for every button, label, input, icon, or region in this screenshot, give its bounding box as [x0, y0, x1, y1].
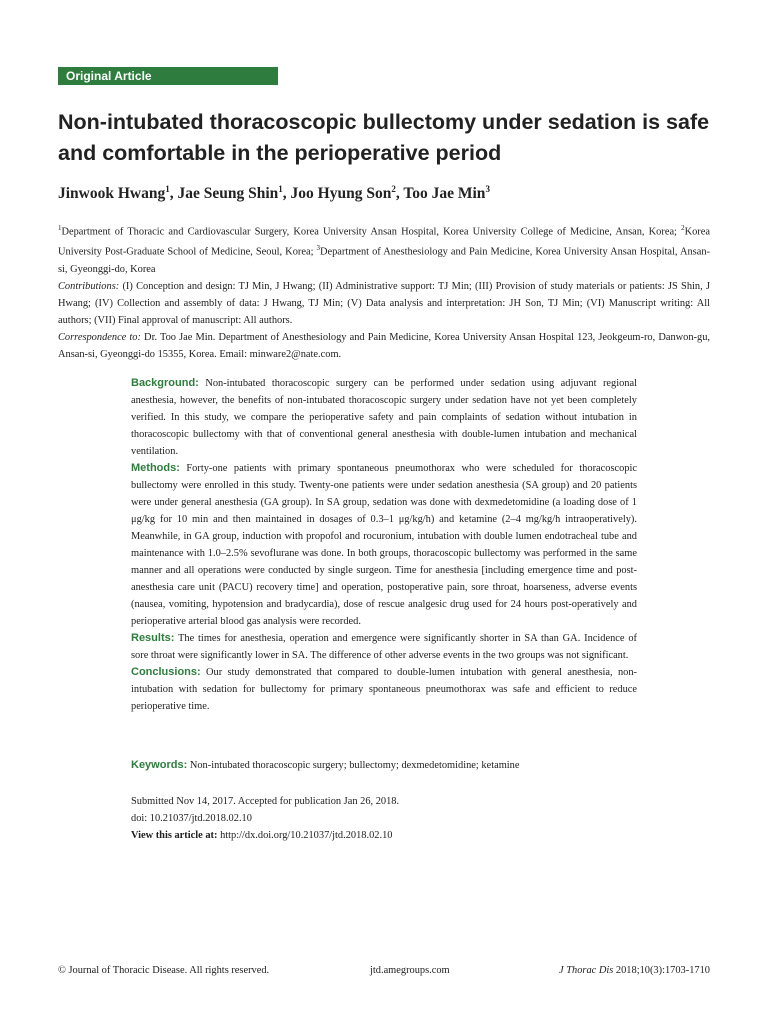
view-article	[131, 827, 637, 844]
affiliations-block	[58, 220, 710, 363]
article-type-badge: Original Article	[58, 67, 278, 85]
abstract	[131, 375, 637, 715]
keywords-label: Keywords:	[131, 759, 188, 771]
copyright: © Journal of Thoracic Disease. All rights reserved.	[58, 965, 270, 976]
affil-sup: 1	[58, 224, 62, 232]
doi: doi: 10.21037/jtd.2018.02.10	[131, 813, 252, 824]
abstract-methods	[131, 460, 637, 630]
view-article-label: View this article at:	[131, 830, 218, 841]
results-label: Results:	[131, 632, 175, 644]
author-list	[58, 184, 718, 203]
author-separator: ,	[282, 185, 291, 203]
journal-citation	[559, 965, 710, 976]
author-affil-sup: 3	[485, 184, 490, 194]
author-affil-sup: 1	[278, 184, 283, 194]
methods-label: Methods:	[131, 462, 180, 474]
correspondence-text: Dr. Too Jae Min. Department of Anesthesiology and Pain Medicine, Korea University Ansan Hospital 123, Jeokgeum-ro, Danwon-gu, Ansan-si, Gyeonggi-do 15355, Korea. Email: minware2@nate.com.	[58, 331, 710, 360]
author-affil-sup: 2	[391, 184, 396, 194]
author-affil-sup: 1	[165, 184, 170, 194]
author-name: Jae Seung Shin	[177, 185, 279, 203]
contributions	[58, 278, 710, 329]
background-text: Non-intubated thoracoscopic surgery can be performed under sedation using adjuvant regional anesthesia, however, the benefits of non-intubated thoracoscopic surgery under sedation have not yet been completely verified. In this study, we compare the perioperative safety and pain complaints of sedation without intubation in thoracoscopic bullectomy with that of conventional general anesthesia with double-lumen intubation and mechanical ventilation.	[131, 378, 637, 457]
contributions-text: (I) Conception and design: TJ Min, J Hwang; (II) Administrative support: TJ Min; (III) Provision of study materials or patients: JS Shin, J Hwang; (IV) Collection and assembly of data: J Hwang, TJ Min; (V) Data analysis and interpretation: JH Son, TJ Min; (VI) Manuscript writing: All authors; (VII) Final approval of manuscript: All authors.	[58, 280, 710, 326]
affil-sup: 3	[316, 244, 320, 253]
author-name: Jinwook Hwang	[58, 185, 166, 203]
article-meta	[131, 793, 637, 844]
journal-website-link[interactable]: jtd.amegroups.com	[370, 965, 450, 976]
abstract-background	[131, 375, 637, 460]
affiliation-2: Korea University Post-Graduate School of Medicine, Seoul, Korea;	[58, 226, 710, 258]
affiliations	[58, 220, 710, 278]
keywords	[131, 757, 637, 774]
abstract-results	[131, 630, 637, 664]
methods-text: Forty-one patients with primary spontaneous pneumothorax who were scheduled for thoracoscopic bullectomy were enrolled in this study. Twenty-one patients were under sedation anesthesia (SA group) and 20 patients were under general anesthesia (GA group). In SA group, sedation was done with dexmedetomidine (a loading dose of 1 μg/kg for 10 min and then maintained in dosages of 0.3–1 μg/kg/h) and ketamine (2–4 mg/kg/h intraoperatively). Meanwhile, in GA group, induction with propofol and rocuronium, intubation with double lumen endotracheal tube and maintenance with 1.0–2.5% sevoflurane was done. In both groups, thoracoscopic bullectomy was performed in the same manner and all operations were conducted by single surgeon. Time for anesthesia [including emergence time and post-anesthesia care unit (PACU) recovery time] and operation, postoperative pain, sore throat, hoarseness, adverse events (nausea, vomiting, hypotension and bradycardia), dose of rescue analgesic drug used for 24 hours post-operatively and perioperative arterial blood gas analysis were recorded.	[131, 463, 637, 627]
correspondence	[58, 329, 710, 363]
journal-abbrev: J Thorac Dis	[559, 965, 614, 976]
article-title: Non-intubated thoracoscopic bullectomy under sedation is safe and comfortable in the perioperative period	[58, 110, 710, 165]
affiliation-1: Department of Thoracic and Cardiovascular Surgery, Korea University Ansan Hospital, Korea University College of Medicine, Ansan, Korea;	[61, 226, 682, 238]
abstract-conclusions	[131, 664, 637, 715]
author-name: Joo Hyung Son	[290, 185, 392, 203]
conclusions-text: Our study demonstrated that compared to double-lumen intubation with general anesthesia, non-intubation with sedation for bullectomy for primary spontaneous pneumothorax was safe and efficient to reduce perioperative time.	[131, 667, 637, 712]
keywords-text: Non-intubated thoracoscopic surgery; bullectomy; dexmedetomidine; ketamine	[187, 760, 520, 771]
submission-dates: Submitted Nov 14, 2017. Accepted for publication Jan 26, 2018.	[131, 796, 400, 807]
author-separator: ,	[169, 185, 178, 203]
author-name: Too Jae Min	[403, 185, 486, 203]
citation-text: 2018;10(3):1703-1710	[613, 965, 710, 976]
correspondence-label: Correspondence to:	[58, 331, 141, 343]
view-article-link[interactable]: http://dx.doi.org/10.21037/jtd.2018.02.10	[217, 830, 393, 841]
results-text: The times for anesthesia, operation and emergence were significantly shorter in SA than GA. Incidence of sore throat were significantly lower in SA. The difference of other adverse events in the two groups was not significant.	[131, 633, 637, 661]
contributions-label: Contributions:	[58, 280, 120, 292]
conclusions-label: Conclusions:	[131, 666, 201, 678]
affiliation-3: Department of Anesthesiology and Pain Medicine, Korea University Ansan Hospital, Ansan-si, Gyeonggi-do, Korea	[58, 246, 710, 275]
affil-sup: 2	[681, 224, 685, 232]
author-separator: ,	[395, 185, 404, 203]
background-label: Background:	[131, 377, 199, 389]
